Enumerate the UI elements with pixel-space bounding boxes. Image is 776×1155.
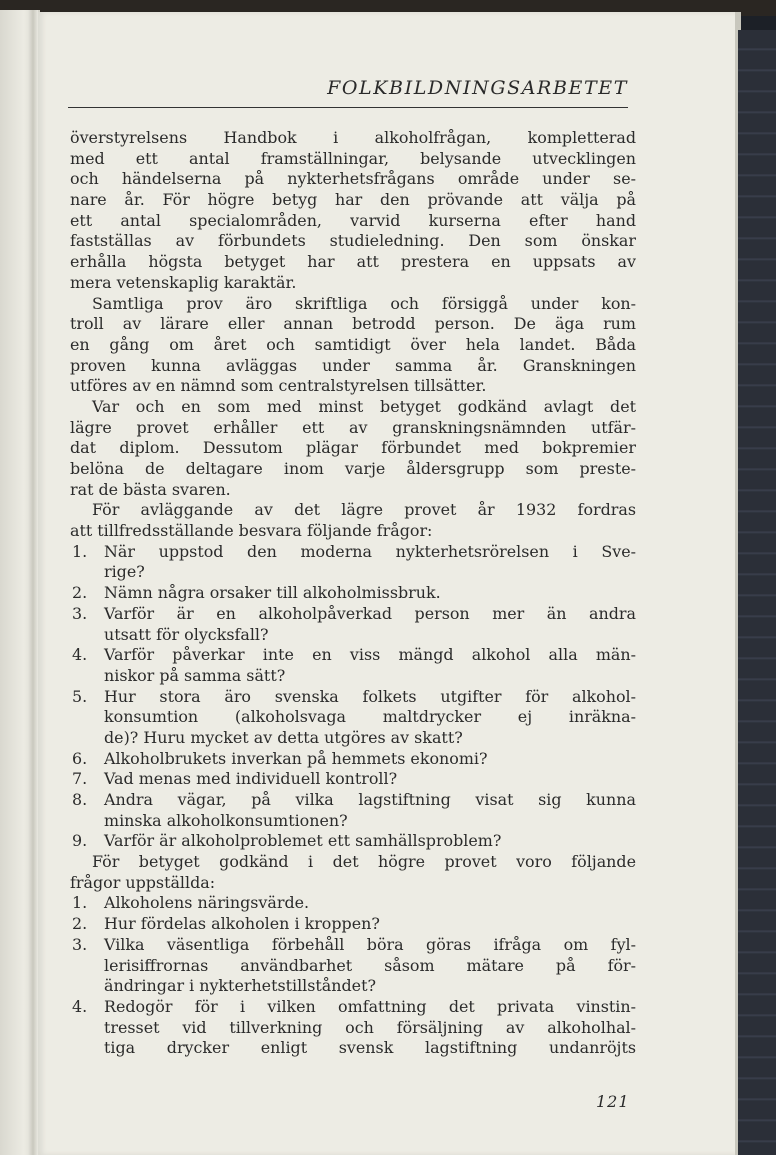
question-number: 6. <box>72 748 88 768</box>
question-text: Varför är en alkoholpåverkad person mer än andra <box>104 603 636 623</box>
text-line: För betyget godkänd i det högre provet voro följande <box>92 852 636 872</box>
question-text: tresset vid tillverkning och försäljning av alkoholhal- <box>104 1017 636 1037</box>
text-line: och händelserna på nykterhetsfrågans område under se- <box>70 169 636 189</box>
text-line: fastställas av förbundets studieledning. Den som önskar <box>70 231 636 251</box>
text-line: erhålla högsta betyget har att prestera en uppsats av <box>70 252 636 272</box>
text-line: att tillfredsställande besvara följande frågor: <box>70 521 433 541</box>
question-text: Alkoholens näringsvärde. <box>104 893 310 913</box>
text-line: frågor uppställda: <box>70 872 216 892</box>
question-item <box>70 935 636 956</box>
question-item <box>70 645 636 666</box>
question-number: 9. <box>72 831 88 851</box>
text-line: proven kunna avläggas under samma år. Granskningen <box>70 355 636 375</box>
question-text: Hur fördelas alkoholen i kroppen? <box>104 914 380 934</box>
question-number: 4. <box>72 996 88 1016</box>
question-number: 8. <box>72 790 88 809</box>
text-line: med ett antal framställningar, belysande utvecklingen <box>70 148 636 168</box>
question-text: Varför är alkoholproblemet ett samhällsproblem? <box>104 831 502 851</box>
question-text: utsatt för olycksfall? <box>104 624 269 644</box>
text-line: rat de bästa svaren. <box>70 479 231 499</box>
question-number: 4. <box>72 645 88 665</box>
question-item <box>70 997 636 1018</box>
question-item <box>70 625 636 646</box>
question-item <box>70 1038 636 1059</box>
text-line: en gång om året och samtidigt över hela landet. Båda <box>70 334 636 354</box>
question-item <box>70 790 636 811</box>
question-item <box>70 562 636 583</box>
question-text: Alkoholbrukets inverkan på hemmets ekonomi? <box>104 748 488 768</box>
question-item <box>70 1018 636 1039</box>
question-item <box>70 687 636 708</box>
question-number: 1. <box>72 541 88 561</box>
question-text: minska alkoholkonsumtionen? <box>104 810 348 830</box>
text-line: mera vetenskaplig karaktär. <box>70 272 297 292</box>
background-cover <box>738 30 776 1155</box>
question-item <box>70 956 636 977</box>
question-item <box>70 666 636 687</box>
question-number: 5. <box>72 686 88 706</box>
question-item <box>70 976 636 997</box>
question-text: Vad menas med individuell kontroll? <box>104 769 398 789</box>
book-binding <box>28 10 38 1155</box>
question-text: När uppstod den moderna nykterhetsrörelsen i Sve- <box>104 541 636 561</box>
question-text: rige? <box>104 562 145 582</box>
question-item <box>70 542 636 563</box>
text-line: överstyrelsens Handbok i alkoholfrågan, kompletterad <box>70 128 636 147</box>
header-title: FOLKBILDNINGSARBETET <box>327 77 628 99</box>
question-item <box>70 893 636 914</box>
text-line: utföres av en nämnd som centralstyrelsen tillsätter. <box>70 376 487 396</box>
running-header <box>68 77 628 108</box>
question-item <box>70 707 636 728</box>
question-text: Nämn några orsaker till alkoholmissbruk. <box>104 583 441 603</box>
question-item <box>70 811 636 832</box>
question-item <box>70 749 636 770</box>
question-item <box>70 583 636 604</box>
text-line: nare år. För högre betyg har den prövande att välja på <box>70 190 636 210</box>
question-number: 2. <box>72 914 88 934</box>
question-number: 1. <box>72 893 88 913</box>
question-text: Redogör för i vilken omfattning det privata vinstin- <box>104 996 636 1016</box>
question-text: Andra vägar, på vilka lagstiftning visat sig kunna <box>104 790 636 809</box>
question-text: lerisiffrornas användbarhet såsom mätare på för- <box>104 955 636 975</box>
question-item <box>70 604 636 625</box>
text-line: troll av lärare eller annan betrodd person. De äga rum <box>70 314 636 334</box>
question-text: Hur stora äro svenska folkets utgifter för alkohol- <box>104 686 636 706</box>
question-item <box>70 728 636 749</box>
question-number: 3. <box>72 603 88 623</box>
question-number: 2. <box>72 583 88 603</box>
question-number: 7. <box>72 769 88 789</box>
page-number: 121 <box>596 1092 630 1111</box>
text-line: lägre provet erhåller ett av granskningsnämnden utfär- <box>70 417 636 437</box>
text-line: dat diplom. Dessutom plägar förbundet med bokpremier <box>70 438 636 458</box>
question-number: 3. <box>72 934 88 954</box>
text-line: Samtliga prov äro skriftliga och försiggå under kon- <box>92 293 636 313</box>
question-text: Varför påverkar inte en viss mängd alkohol alla män- <box>104 645 636 665</box>
text-line: belöna de deltagare inom varje åldersgrupp som preste- <box>70 459 636 478</box>
question-item <box>70 769 636 790</box>
body-text <box>70 128 636 1059</box>
text-line: Var och en som med minst betyget godkänd avlagt det <box>92 396 636 416</box>
question-text: tiga drycker enligt svensk lagstiftning undanröjts <box>104 1038 636 1058</box>
question-text: konsumtion (alkoholsvaga maltdrycker ej inräkna- <box>104 707 636 727</box>
question-text: Vilka väsentliga förbehåll böra göras ifråga om fyl- <box>104 934 636 954</box>
text-line: För avläggande av det lägre provet år 1932 fordras <box>92 500 636 520</box>
question-text: niskor på samma sätt? <box>104 665 286 685</box>
question-item <box>70 914 636 935</box>
question-text: ändringar i nykterhetstillståndet? <box>104 976 376 996</box>
question-item <box>70 831 636 852</box>
question-text: de)? Huru mycket av detta utgöres av skatt? <box>104 727 463 747</box>
text-line: ett antal specialområden, varvid kurserna efter hand <box>70 210 636 230</box>
